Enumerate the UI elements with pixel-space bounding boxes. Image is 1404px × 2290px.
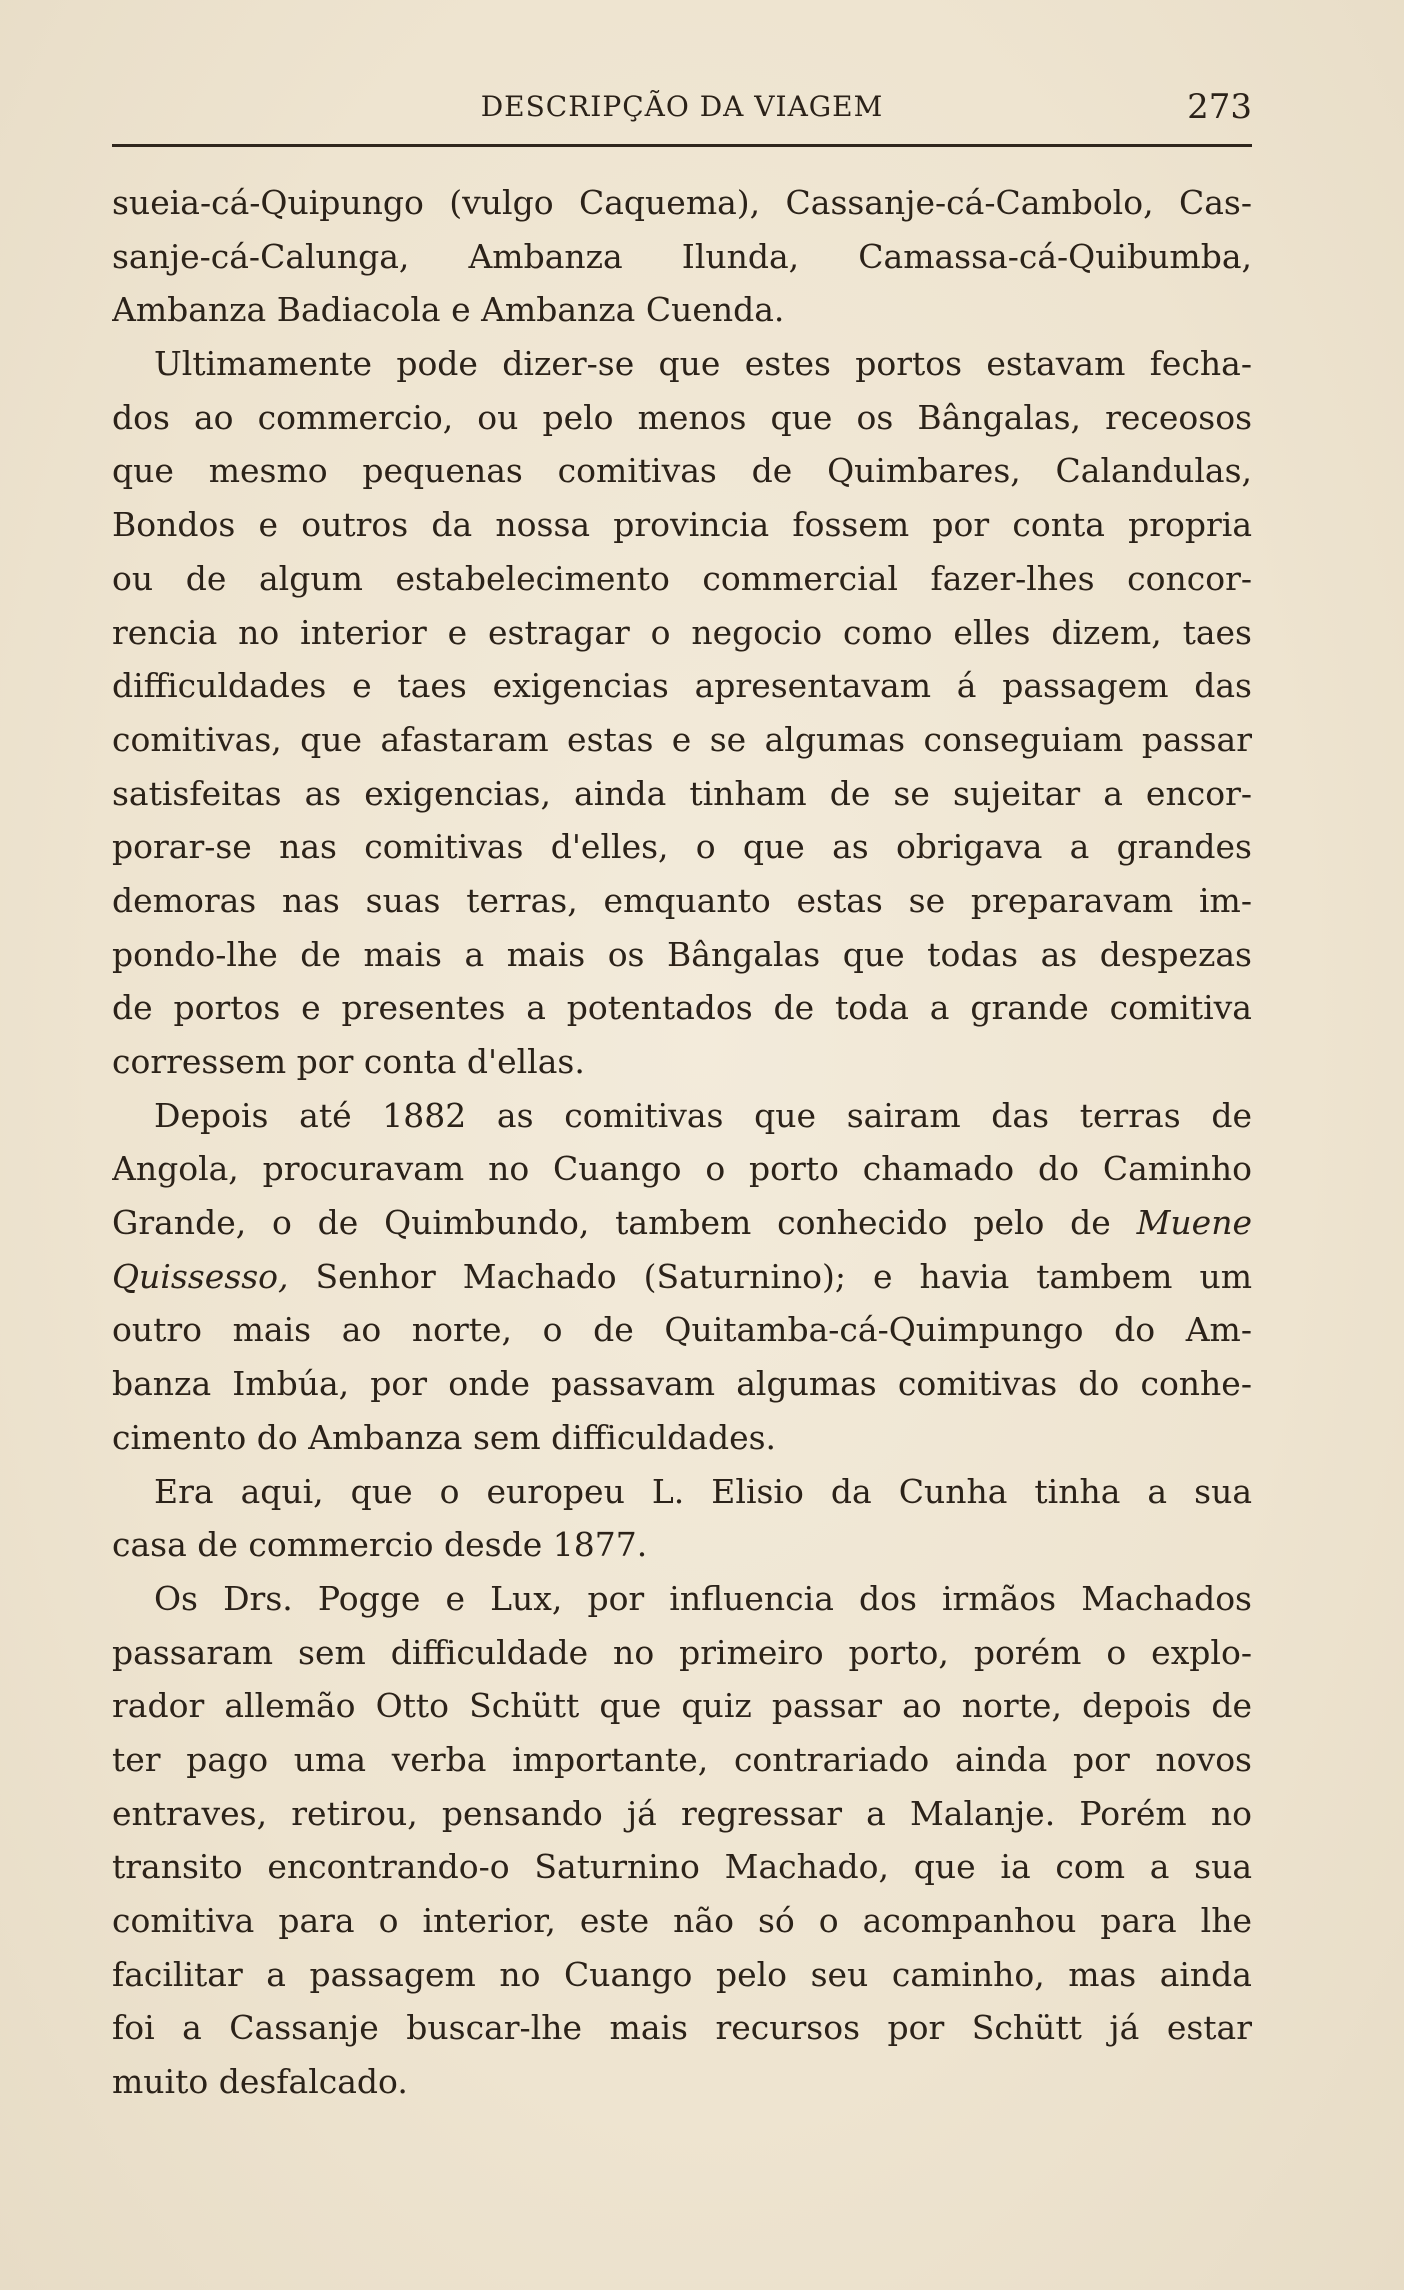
text-line: pondo-lhe de mais a mais os Bângalas que todas as despezas <box>112 934 1252 974</box>
text-line: casa de commercio desde 1877. <box>112 1525 648 1565</box>
text-line: porar-se nas comitivas d'elles, o que as obrigava a grandes <box>112 827 1252 867</box>
text-line: entraves, retirou, pensando já regressar a Malanje. Porém no <box>112 1793 1252 1833</box>
text-line-with-italic <box>112 1250 1252 1304</box>
text-segment: Senhor Machado (Saturnino); e havia tambem um <box>315 1256 1252 1296</box>
text-line: Bondos e outros da nossa provincia fossem por conta propria <box>112 505 1252 545</box>
paragraph-start-line: Depois até 1882 as comitivas que sairam das terras de <box>154 1095 1252 1135</box>
text-line: ou de algum estabelecimento commercial fazer-lhes concor- <box>112 558 1252 598</box>
text-line-with-italic <box>112 1196 1252 1250</box>
text-line: difficuldades e taes exigencias apresentavam á passagem das <box>112 666 1252 706</box>
text-line: sanje-cá-Calunga, Ambanza Ilunda, Camassa-cá-Quibumba, <box>112 236 1252 276</box>
italic-term-quissesso: Quissesso, <box>112 1256 289 1296</box>
body-text <box>112 176 1252 2109</box>
text-line: de portos e presentes a potentados de toda a grande comitiva <box>112 988 1252 1028</box>
text-line: muito desfalcado. <box>112 2062 408 2102</box>
paragraph-start-line: Ultimamente pode dizer-se que estes portos estavam fecha- <box>154 344 1252 384</box>
text-line: facilitar a passagem no Cuango pelo seu caminho, mas ainda <box>112 1954 1252 1994</box>
text-line: rencia no interior e estragar o negocio como elles dizem, taes <box>112 612 1252 652</box>
text-line: corressem por conta d'ellas. <box>112 1042 585 1081</box>
text-line: passaram sem difficuldade no primeiro porto, porém o explo- <box>112 1632 1252 1672</box>
text-line: rador allemão Otto Schütt que quiz passar ao norte, depois de <box>112 1686 1252 1726</box>
text-line: banza Imbúa, por onde passavam algumas comitivas do conhe- <box>112 1364 1252 1404</box>
text-line: sueia-cá-Quipungo (vulgo Caquema), Cassanje-cá-Cambolo, Cas- <box>112 183 1252 222</box>
text-line: Ambanza Badiacola e Ambanza Cuenda. <box>112 290 785 330</box>
paragraph-start-line: Era aqui, que o europeu L. Elisio da Cunha tinha a sua <box>154 1471 1252 1511</box>
page-number: 273 <box>1187 87 1252 127</box>
paragraph-start-line: Os Drs. Pogge e Lux, por influencia dos irmãos Machados <box>154 1578 1252 1618</box>
text-line: outro mais ao norte, o de Quitamba-cá-Quimpungo do Am- <box>112 1310 1252 1350</box>
text-line: comitivas, que afastaram estas e se algumas conseguiam passar <box>112 719 1252 759</box>
text-segment: Grande, o de Quimbundo, tambem conhecido pelo de <box>112 1203 1111 1243</box>
text-line: que mesmo pequenas comitivas de Quimbares, Calandulas, <box>112 451 1252 491</box>
italic-term-muene: Muene <box>1136 1203 1252 1243</box>
text-line: transito encontrando-o Saturnino Machado, que ia com a sua <box>112 1847 1252 1887</box>
text-line: cimento do Ambanza sem difficuldades. <box>112 1417 777 1457</box>
text-line: Angola, procuravam no Cuango o porto chamado do Caminho <box>112 1149 1252 1189</box>
text-line: dos ao commercio, ou pelo menos que os Bângalas, receosos <box>112 397 1252 437</box>
text-line: comitiva para o interior, este não só o acompanhou para lhe <box>112 1901 1252 1940</box>
text-line: satisfeitas as exigencias, ainda tinham de se sujeitar a encor- <box>112 773 1252 813</box>
page-header <box>112 82 1252 132</box>
running-title: DESCRIPÇÃO DA VIAGEM <box>480 90 884 123</box>
header-rule <box>112 144 1252 147</box>
text-line: demoras nas suas terras, emquanto estas se preparavam im- <box>112 880 1252 920</box>
text-line: ter pago uma verba importante, contrariado ainda por novos <box>112 1739 1252 1779</box>
text-line: foi a Cassanje buscar-lhe mais recursos por Schütt já estar <box>112 2008 1252 2048</box>
